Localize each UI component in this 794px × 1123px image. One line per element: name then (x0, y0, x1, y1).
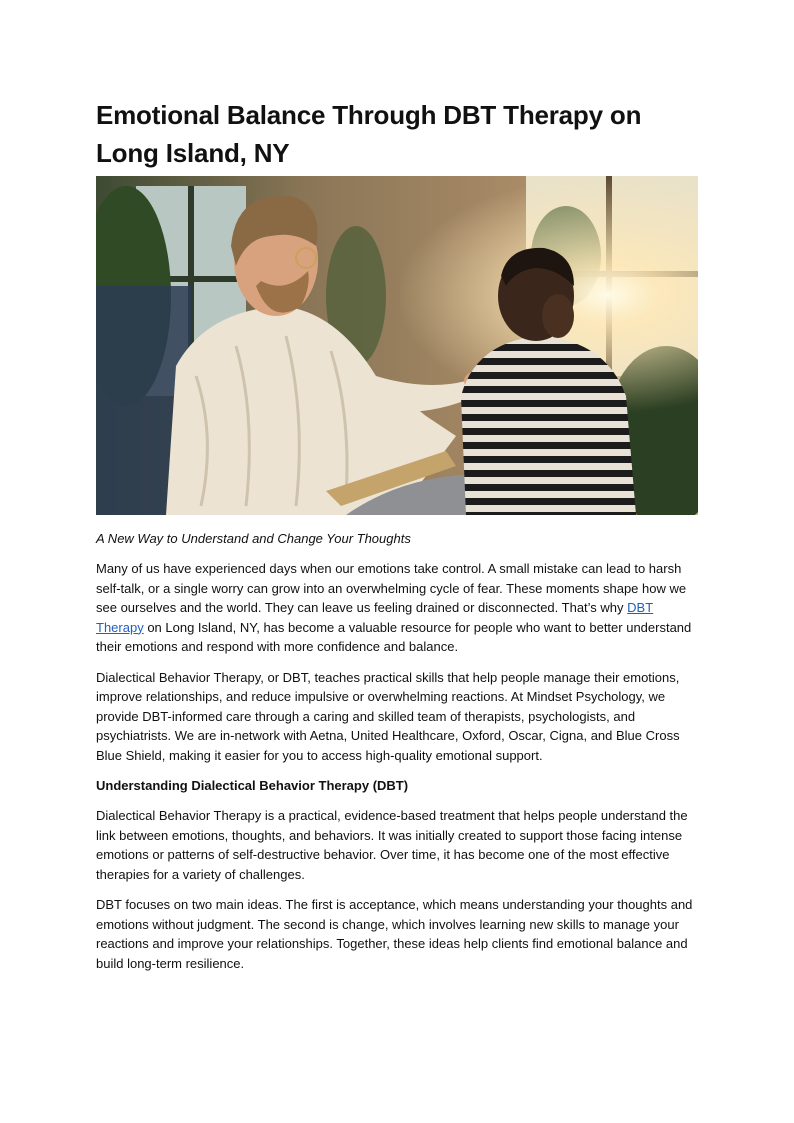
article-subtitle: A New Way to Understand and Change Your Thoughts (96, 531, 411, 546)
dbt-ideas-paragraph: DBT focuses on two main ideas. The first is acceptance, which means understanding your thoughts and emotions without judgment. The second is change, which involves learning new skills to manage your reactions and improve your relationships. Together, these ideas help clients find emotional balance and build long-term resilience. (96, 897, 693, 971)
section-heading: Understanding Dialectical Behavior Therapy (DBT) (96, 778, 409, 793)
therapy-session-illustration (96, 176, 698, 515)
dbt-definition-paragraph: Dialectical Behavior Therapy is a practical, evidence-based treatment that helps people understand the link between emotions, thoughts, and behaviors. It was initially created to support those facing intense emotions or patterns of self-destructive behavior. Over time, it has become one of the most effective therapies for a variety of challenges. (96, 808, 688, 882)
dbt-overview-paragraph: Dialectical Behavior Therapy, or DBT, teaches practical skills that help people manage their emotions, improve relationships, and reduce impulsive or overwhelming reactions. At Mindset Psychology, we provide DBT-informed care through a caring and skilled team of therapists, psychologists, and psychiatrists. We are in-network with Aetna, United Healthcare, Oxford, Oscar, Cigna, and Blue Cross Blue Shield, making it easier for you to access high-quality emotional support. (96, 669, 680, 763)
intro-text-end: on Long Island, NY, has become a valuable resource for people who want to better understand their emotions and respond with more confidence and balance. (96, 619, 692, 654)
intro-text-start: Many of us have experienced days when our emotions take control. A small mistake can lead to harsh self-talk, or a single worry can grow into an overwhelming cycle of fear. These moments shape how we see ourselves and the world. They can leave us feeling drained or disconnected. That’s why (96, 561, 687, 615)
intro-paragraph (96, 559, 696, 657)
dbt-therapy-link[interactable]: DBT Therapy (96, 600, 654, 635)
document-page (96, 96, 696, 973)
therapy-session-photo (96, 176, 698, 515)
page-title: Emotional Balance Through DBT Therapy on Long Island, NY (96, 100, 642, 168)
